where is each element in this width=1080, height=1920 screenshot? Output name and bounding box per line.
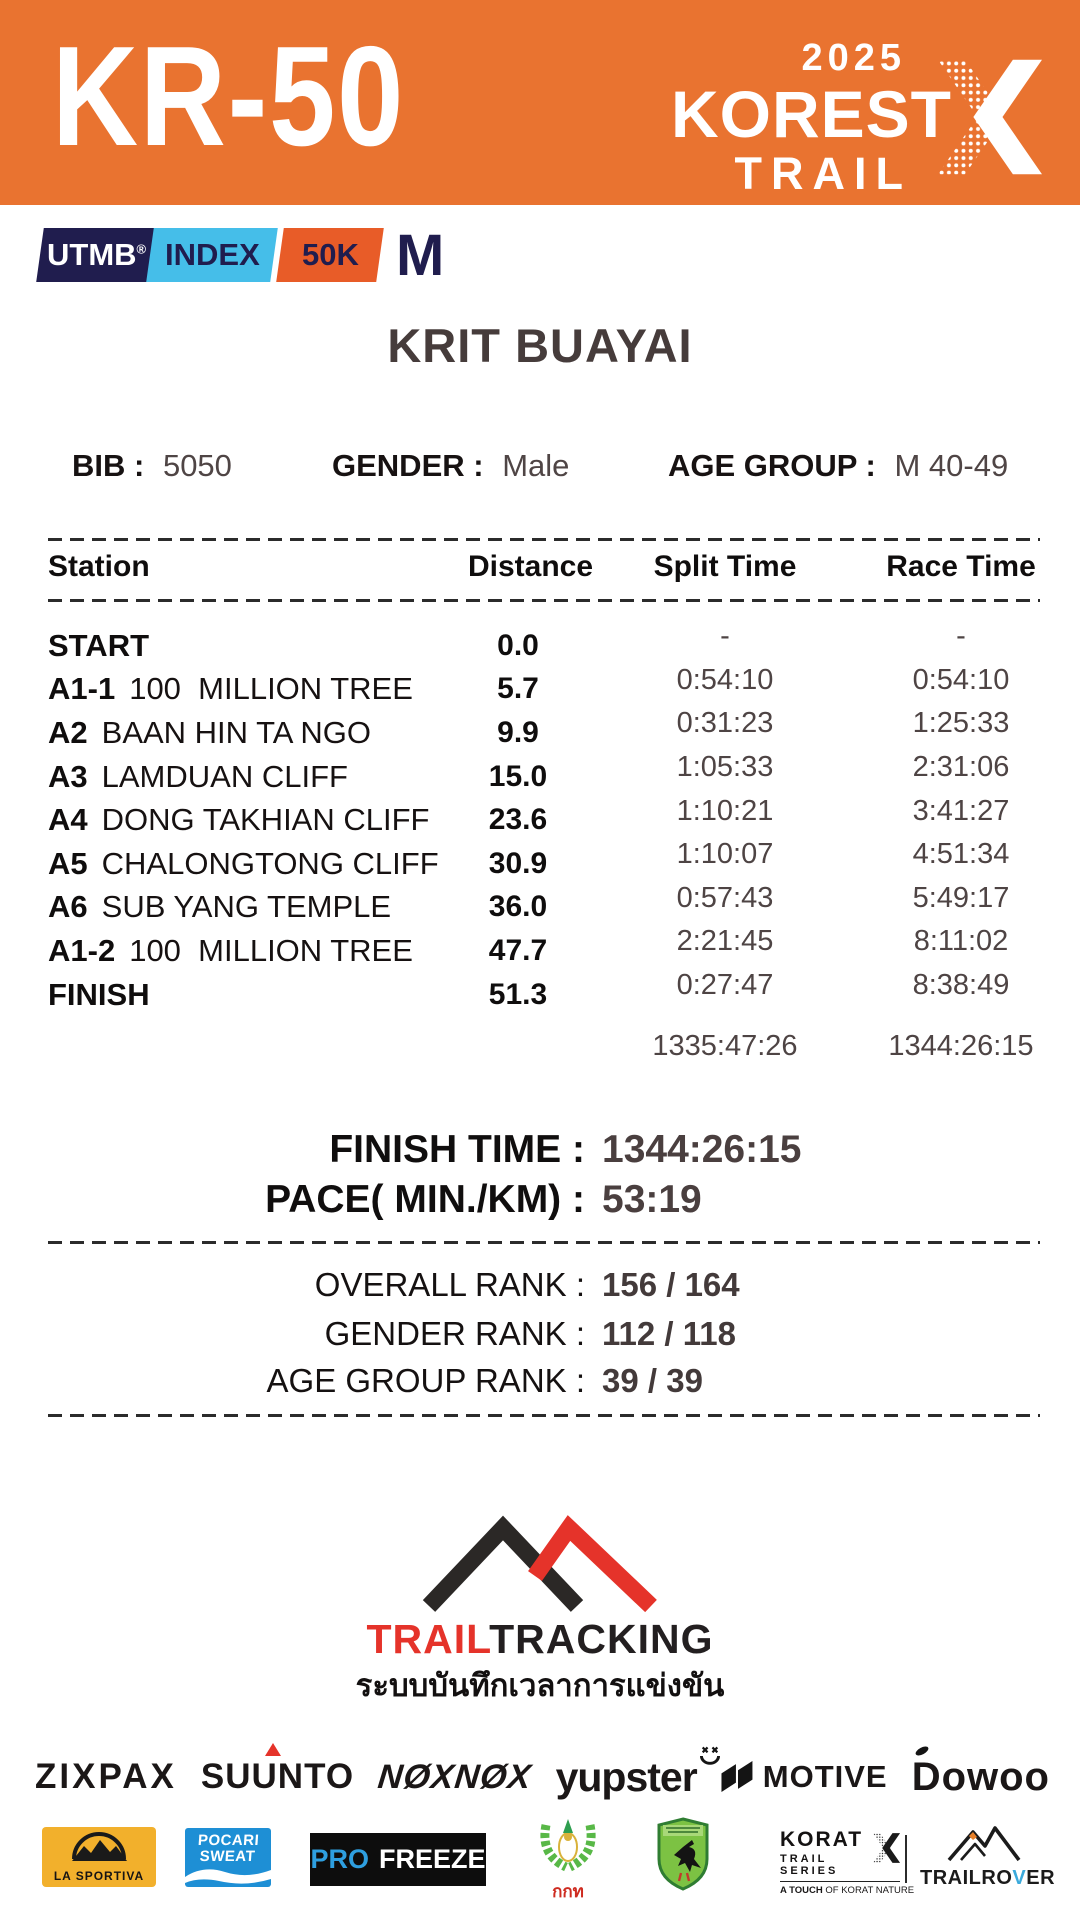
la-sportiva-logo — [42, 1827, 156, 1887]
tracking-word: TRACKING — [489, 1616, 714, 1662]
distance-cell: 0.0 — [497, 628, 539, 662]
korat-tagline-rest: OF KORAT NATURE — [822, 1885, 915, 1896]
index-label: INDEX — [164, 237, 260, 272]
distance-label: 50K — [301, 237, 359, 272]
yupster-logo — [556, 1754, 697, 1801]
distance-cell: 47.7 — [488, 933, 548, 967]
station-code: START — [48, 627, 150, 663]
race-cell: 0:54:10 — [912, 663, 1010, 696]
korat-series-label: TRAIL SERIES — [780, 1853, 839, 1877]
race-code: KR-50 — [52, 17, 406, 176]
trailrover-mountain-icon — [943, 1820, 1023, 1862]
korat-divider — [780, 1881, 900, 1882]
pro-label: PRO — [310, 1844, 369, 1874]
bib-label: BIB : — [72, 448, 145, 483]
station-name: 100 MILLION TREE — [129, 671, 413, 707]
station-cell — [48, 715, 468, 751]
trailrover-logo — [920, 1820, 1056, 1890]
distance-cell: 23.6 — [488, 803, 548, 837]
brand-x-icon — [938, 42, 1042, 192]
age-group-info — [668, 448, 1008, 484]
bib-value: 5050 — [162, 448, 232, 483]
motive-logo — [721, 1759, 888, 1795]
divider — [48, 538, 1040, 541]
split-cell: - — [720, 620, 730, 653]
la-sportiva-label: LA SPORTIVA — [53, 1869, 145, 1883]
distance-segment — [276, 228, 384, 282]
distance-cell: 9.9 — [497, 715, 539, 749]
motive-label: MOTIVE — [762, 1759, 888, 1794]
index-segment — [146, 228, 278, 282]
station-cell — [48, 977, 468, 1013]
race-cell: 8:11:02 — [913, 925, 1009, 958]
age-group-value: M 40-49 — [894, 448, 1009, 483]
thai-caption: ระบบบันทึกเวลาการแข่งขัน — [355, 1668, 725, 1703]
age-group-label: AGE GROUP : — [668, 448, 876, 483]
split-cell: 1:10:07 — [676, 838, 774, 871]
station-name: LAMDUAN CLIFF — [101, 758, 348, 794]
station-cell — [48, 759, 468, 795]
split-cell: 1:05:33 — [676, 751, 774, 784]
brand-name: KOREST — [670, 76, 952, 151]
korat-tagline-bold: A TOUCH — [780, 1885, 823, 1896]
split-table-header — [48, 550, 1040, 584]
freeze-label: FREEZE — [379, 1844, 486, 1874]
gender-info — [332, 448, 569, 484]
divider — [48, 599, 1040, 602]
yupster-label: yupster — [555, 1753, 697, 1800]
station-name: BAAN HIN TA NGO — [101, 714, 371, 750]
col-distance: Distance — [468, 550, 594, 583]
utmb-label: UTMB — [47, 237, 137, 272]
col-race-time: Race Time — [886, 550, 1036, 583]
race-cell: 1:25:33 — [912, 707, 1010, 740]
race-cell: 4:51:34 — [912, 838, 1010, 871]
station-name: CHALONGTONG CLIFF — [101, 845, 439, 881]
race-cell: 8:38:49 — [912, 969, 1010, 1002]
station-code: A1-2 — [48, 932, 116, 968]
wildlife-shield-emblem — [652, 1817, 714, 1891]
station-cell — [48, 889, 468, 925]
race-total-cell: 1344:26:15 — [888, 1029, 1034, 1062]
station-name: SUB YANG TEMPLE — [101, 889, 392, 925]
station-code: FINISH — [48, 976, 150, 1012]
trailrover-v: V — [1012, 1867, 1027, 1889]
pro-freeze-logo — [310, 1833, 486, 1886]
korest-trail-logo — [671, 38, 952, 199]
suunto-label: SUUNTO — [200, 1757, 355, 1796]
split-cell: 1:10:21 — [676, 794, 774, 827]
trailrover-part1: TRAILRO — [920, 1867, 1013, 1889]
korat-label: KORAT — [780, 1828, 864, 1851]
station-code: A2 — [48, 714, 88, 750]
age-group-rank-label: AGE GROUP RANK : — [266, 1362, 585, 1399]
station-cell — [48, 802, 468, 838]
yupster-smiley-icon — [699, 1746, 721, 1766]
split-cell: 0:54:10 — [676, 663, 774, 696]
finish-time-label: FINISH TIME : — [329, 1128, 585, 1171]
station-code: A6 — [48, 889, 88, 925]
station-cell — [48, 933, 468, 969]
divider — [48, 1414, 1040, 1417]
category-letter: M — [396, 222, 445, 288]
age-group-rank-value: 39 / 39 — [602, 1362, 703, 1399]
station-code: A5 — [48, 845, 88, 881]
race-cell: 2:31:06 — [912, 751, 1010, 784]
divider — [48, 1241, 1040, 1244]
distance-cell: 30.9 — [488, 846, 548, 880]
gender-rank-label: GENDER RANK : — [324, 1315, 585, 1352]
race-cell: 5:49:17 — [912, 881, 1010, 914]
station-code: A4 — [48, 802, 88, 838]
sat-label: กกท — [552, 1882, 584, 1901]
trailtracking-wordmark — [0, 1616, 1080, 1663]
station-code: A3 — [48, 758, 88, 794]
sat-wreath-icon — [536, 1817, 600, 1877]
brand-sub: TRAIL — [734, 148, 912, 200]
station-cell — [48, 846, 468, 882]
station-cell — [48, 628, 468, 664]
distance-cell: 5.7 — [497, 672, 539, 706]
split-cell: 0:31:23 — [676, 707, 774, 740]
trailrover-part2: ER — [1026, 1867, 1056, 1889]
gender-value: Male — [502, 448, 570, 483]
trail-word: TRAIL — [366, 1616, 490, 1662]
korat-x-icon — [873, 1828, 900, 1868]
station-name: DONG TAKHIAN CLIFF — [101, 802, 430, 838]
korat-trail-series-logo — [780, 1828, 915, 1896]
suunto-logo — [201, 1757, 354, 1797]
col-split-time: Split Time — [653, 550, 797, 583]
overall-rank-value: 156 / 164 — [602, 1266, 740, 1303]
split-cell: 2:21:45 — [676, 925, 774, 958]
split-total-cell: 1335:47:26 — [652, 1029, 798, 1062]
sponsor-row-1 — [35, 1748, 1050, 1806]
dowoo-label: Dowoo — [911, 1754, 1050, 1799]
finish-time-value: 1344:26:15 — [602, 1128, 802, 1171]
distance-cell: 51.3 — [488, 977, 548, 1011]
suunto-triangle-icon — [265, 1743, 281, 1756]
pocari-line2: SWEAT — [199, 1847, 256, 1865]
registered-mark: ® — [136, 241, 147, 257]
station-cell — [48, 671, 468, 707]
header-banner — [0, 0, 1080, 205]
utmb-segment — [36, 228, 158, 282]
station-name: 100 MILLION TREE — [129, 932, 413, 968]
split-table-body — [48, 620, 1040, 1062]
split-cell: 0:57:43 — [676, 881, 774, 914]
pocari-sweat-logo — [185, 1828, 271, 1887]
motive-flags-icon — [721, 1761, 755, 1793]
pocari-wave-icon — [185, 1863, 271, 1887]
runner-name: KRIT BUAYAI — [387, 319, 693, 372]
trailtracking-mountain-icon — [415, 1512, 665, 1614]
pace-value: 53:19 — [602, 1178, 702, 1221]
dowoo-leaf-icon — [914, 1745, 930, 1757]
gender-label: GENDER : — [332, 448, 484, 483]
race-cell: 3:41:27 — [912, 794, 1010, 827]
footer-divider — [905, 1835, 907, 1883]
noxnox-logo: NØXNØX — [376, 1757, 534, 1796]
pocari-line1: POCARI — [197, 1832, 260, 1849]
station-code: A1-1 — [48, 671, 116, 707]
overall-rank-label: OVERALL RANK : — [314, 1266, 585, 1303]
dowoo-logo — [912, 1755, 1050, 1800]
sat-emblem — [536, 1817, 600, 1905]
split-cell: 0:27:47 — [676, 969, 774, 1002]
distance-cell: 15.0 — [488, 759, 548, 793]
distance-cell: 36.0 — [488, 890, 548, 924]
brand-year: 2025 — [801, 37, 906, 79]
bib-info — [72, 448, 232, 484]
pace-label: PACE( MIN./KM) : — [265, 1178, 585, 1221]
utmb-index-badge — [40, 222, 445, 288]
zixpax-logo: ZIXPAX — [35, 1757, 177, 1796]
race-cell: - — [956, 620, 966, 653]
col-station: Station — [48, 550, 150, 583]
gender-rank-value: 112 / 118 — [602, 1315, 736, 1352]
